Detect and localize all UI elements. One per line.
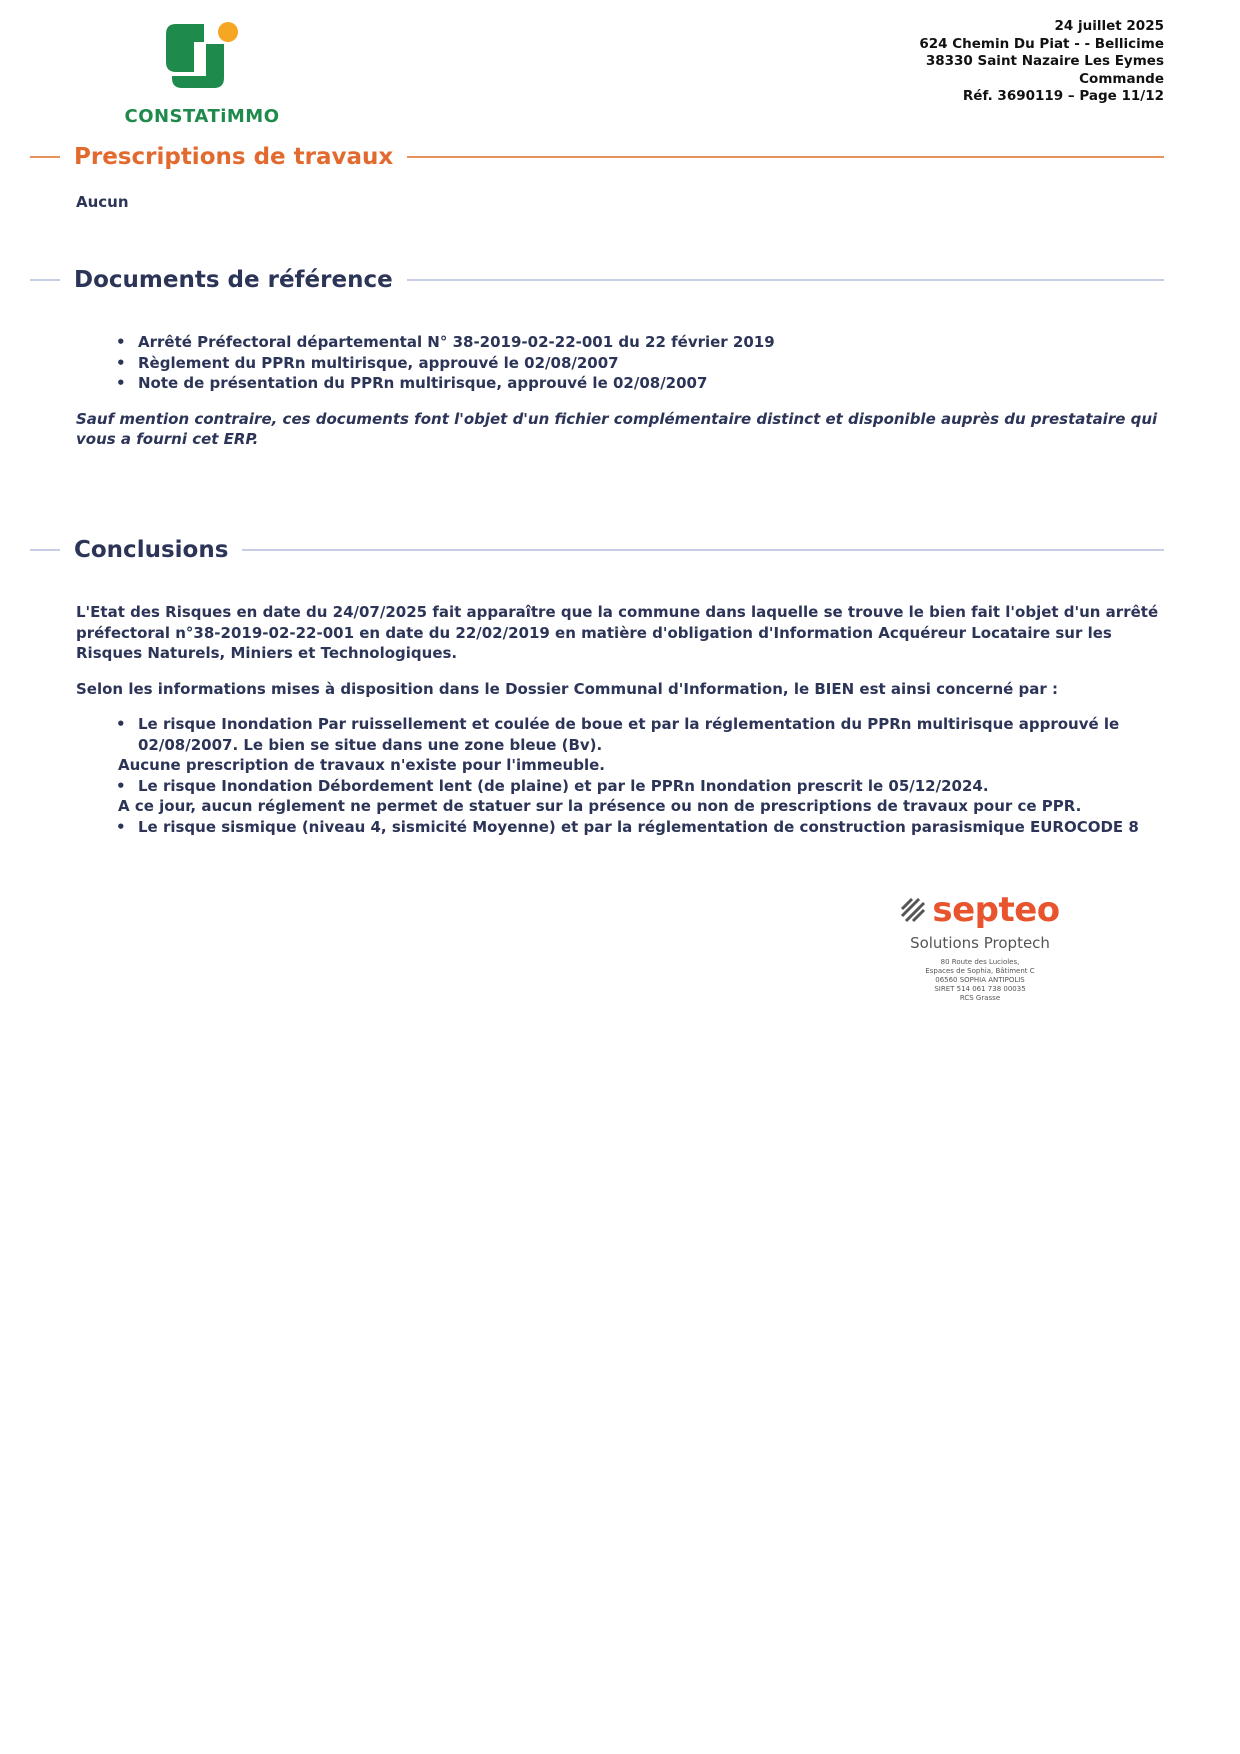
section-title: Prescriptions de travaux [74,144,394,170]
list-item: • Arrêté Préfectoral départemental N° 38-2019-02-22-001 du 22 février 2019 [76,332,1166,353]
divider [407,279,1164,281]
septeo-logo [900,890,1060,1003]
risk-note: Aucune prescription de travaux n'existe pour l'immeuble. [118,756,605,774]
address-line: SIRET 514 061 738 00035 [934,985,1026,993]
divider [242,549,1164,551]
list-item: • Le risque Inondation Débordement lent (de plaine) et par le PPRn Inondation prescrit le 05/12/2024. [76,776,1166,797]
divider [30,279,60,281]
header-city: 38330 Saint Nazaire Les Eymes [925,53,1164,69]
septeo-stripes-icon [900,897,926,923]
logo-name: CONSTATiMMO [124,106,280,127]
septeo-address [900,958,1060,1003]
conclusions-paragraph: L'Etat des Risques en date du 24/07/2025 fait apparaître que la commune dans laquelle se trouve le bien fait l'objet d'un arrêté préfectoral n°38-2019-02-22-001 en date du 22/02/2019 en matière d'obligation d'Information Acquéreur Locataire sur les Risques Naturels, Miniers et Technologiques. [76,603,1159,662]
divider [407,156,1164,158]
divider [30,549,60,551]
header-date: 24 juillet 2025 [1054,18,1164,34]
conclusions-content [76,602,1166,837]
address-line: Espaces de Sophia, Bâtiment C [925,967,1035,975]
section-prescriptions-heading [30,140,1164,174]
section-conclusions-heading [30,533,1164,567]
address-line: 80 Route des Lucioles, [940,958,1020,966]
section-documents-heading [30,263,1164,297]
list-item: • Le risque Inondation Par ruissellement et coulée de boue et par la réglementation du PPRn multirisque approuvé le 02/08/2007. Le bien se situe dans une zone bleue (Bv). [76,714,1166,755]
prescriptions-text: Aucun [76,193,129,211]
list-item: • Le risque sismique (niveau 4, sismicité Moyenne) et par la réglementation de construction parasismique EUROCODE 8 [76,817,1166,838]
header-order: Commande [1079,70,1164,87]
address-line: 06560 SOPHIA ANTIPOLIS [935,976,1025,984]
header-reference: Réf. 3690119 – Page 11/12 [962,88,1164,104]
list-item: • Règlement du PPRn multirisque, approuvé le 02/08/2007 [76,353,1166,374]
documents-list [76,332,1166,394]
constatimmo-logo [118,20,286,128]
constatimmo-logo-icon [162,20,242,92]
section-title: Documents de référence [74,267,393,293]
documents-content [76,332,1166,450]
header-info [919,18,1164,106]
documents-note: Sauf mention contraire, ces documents font l'objet d'un fichier complémentaire distinct et disponible auprès du prestataire qui vous a fourni cet ERP. [76,409,1158,448]
conclusions-paragraph: Selon les informations mises à disposition dans le Dossier Communal d'Information, le BIEN est ainsi concerné par : [76,679,1059,698]
header-address: 624 Chemin Du Piat - - Bellicime [919,35,1164,52]
risk-note: A ce jour, aucun réglement ne permet de statuer sur la présence ou non de prescriptions de travaux pour ce PPR. [118,797,1082,815]
address-line: RCS Grasse [959,994,1001,1002]
septeo-brand-name: septeo [932,890,1060,930]
septeo-subtitle: Solutions Proptech [910,934,1050,952]
list-item: • Note de présentation du PPRn multirisque, approuvé le 02/08/2007 [76,373,1166,394]
septeo-brand [900,890,1060,930]
divider [30,156,60,158]
section-title: Conclusions [74,537,229,563]
risk-list [76,714,1166,837]
